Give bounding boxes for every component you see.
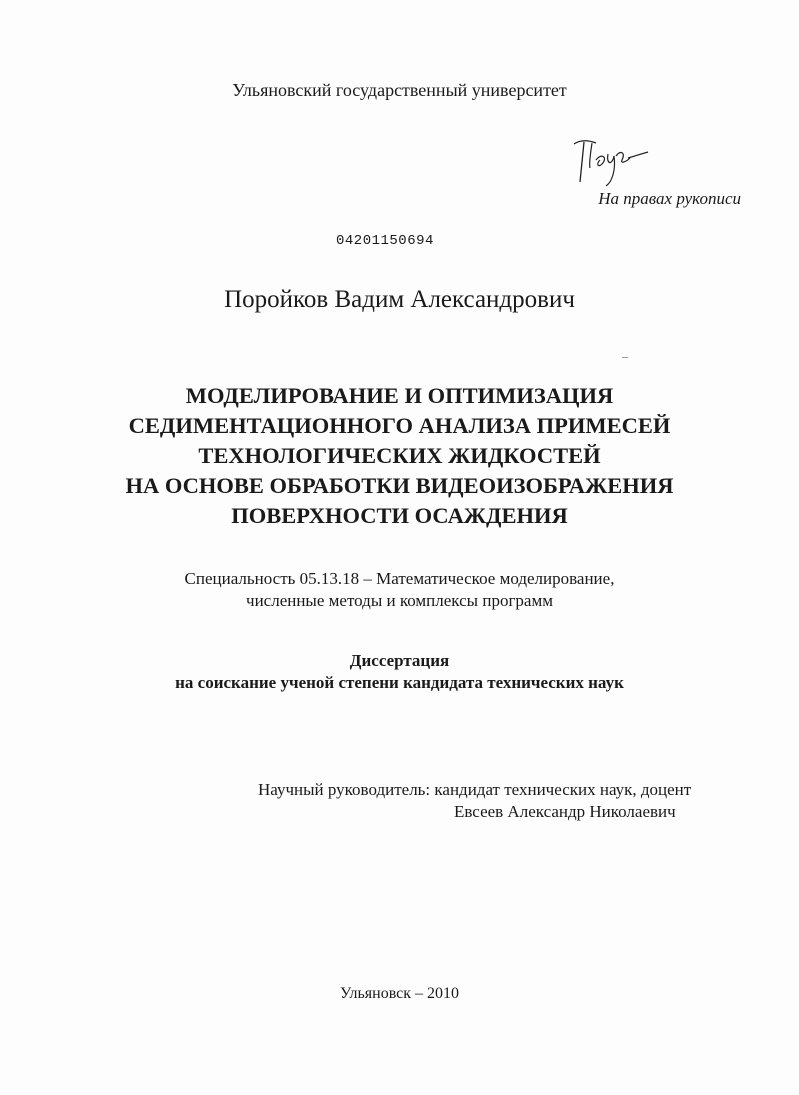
title-line: ТЕХНОЛОГИЧЕСКИХ ЖИДКОСТЕЙ: [198, 443, 601, 468]
specialty: [0, 568, 799, 612]
inventory-number: 04201150694: [336, 233, 434, 249]
supervisor-role: Научный руководитель: кандидат технических наук, доцент: [258, 780, 692, 799]
dissertation-block: [0, 650, 799, 694]
rights-notice: На правах рукописи: [598, 189, 741, 208]
dissertation-heading: Диссертация: [349, 651, 450, 670]
supervisor-name: Евсеев Александр Николаевич: [454, 802, 676, 821]
degree-line: на соискание ученой степени кандидата технических наук: [175, 673, 624, 692]
handwritten-signature: [566, 134, 656, 192]
university-name: Ульяновский государственный университет: [232, 80, 567, 100]
specialty-line: Специальность 05.13.18 – Математическое моделирование,: [184, 569, 615, 588]
city-year: Ульяновск – 2010: [339, 985, 460, 1002]
scan-speck: [622, 357, 628, 358]
title-line: МОДЕЛИРОВАНИЕ И ОПТИМИЗАЦИЯ: [185, 383, 614, 408]
specialty-line: численные методы и комплексы программ: [246, 591, 553, 610]
title-line: ПОВЕРХНОСТИ ОСАЖДЕНИЯ: [231, 503, 568, 528]
dissertation-title: [0, 381, 799, 531]
title-line: СЕДИМЕНТАЦИОННОГО АНАЛИЗА ПРИМЕСЕЙ: [128, 413, 671, 438]
title-line: НА ОСНОВЕ ОБРАБОТКИ ВИДЕОИЗОБРАЖЕНИЯ: [125, 473, 674, 498]
author-name: Поройков Вадим Александрович: [224, 286, 575, 313]
